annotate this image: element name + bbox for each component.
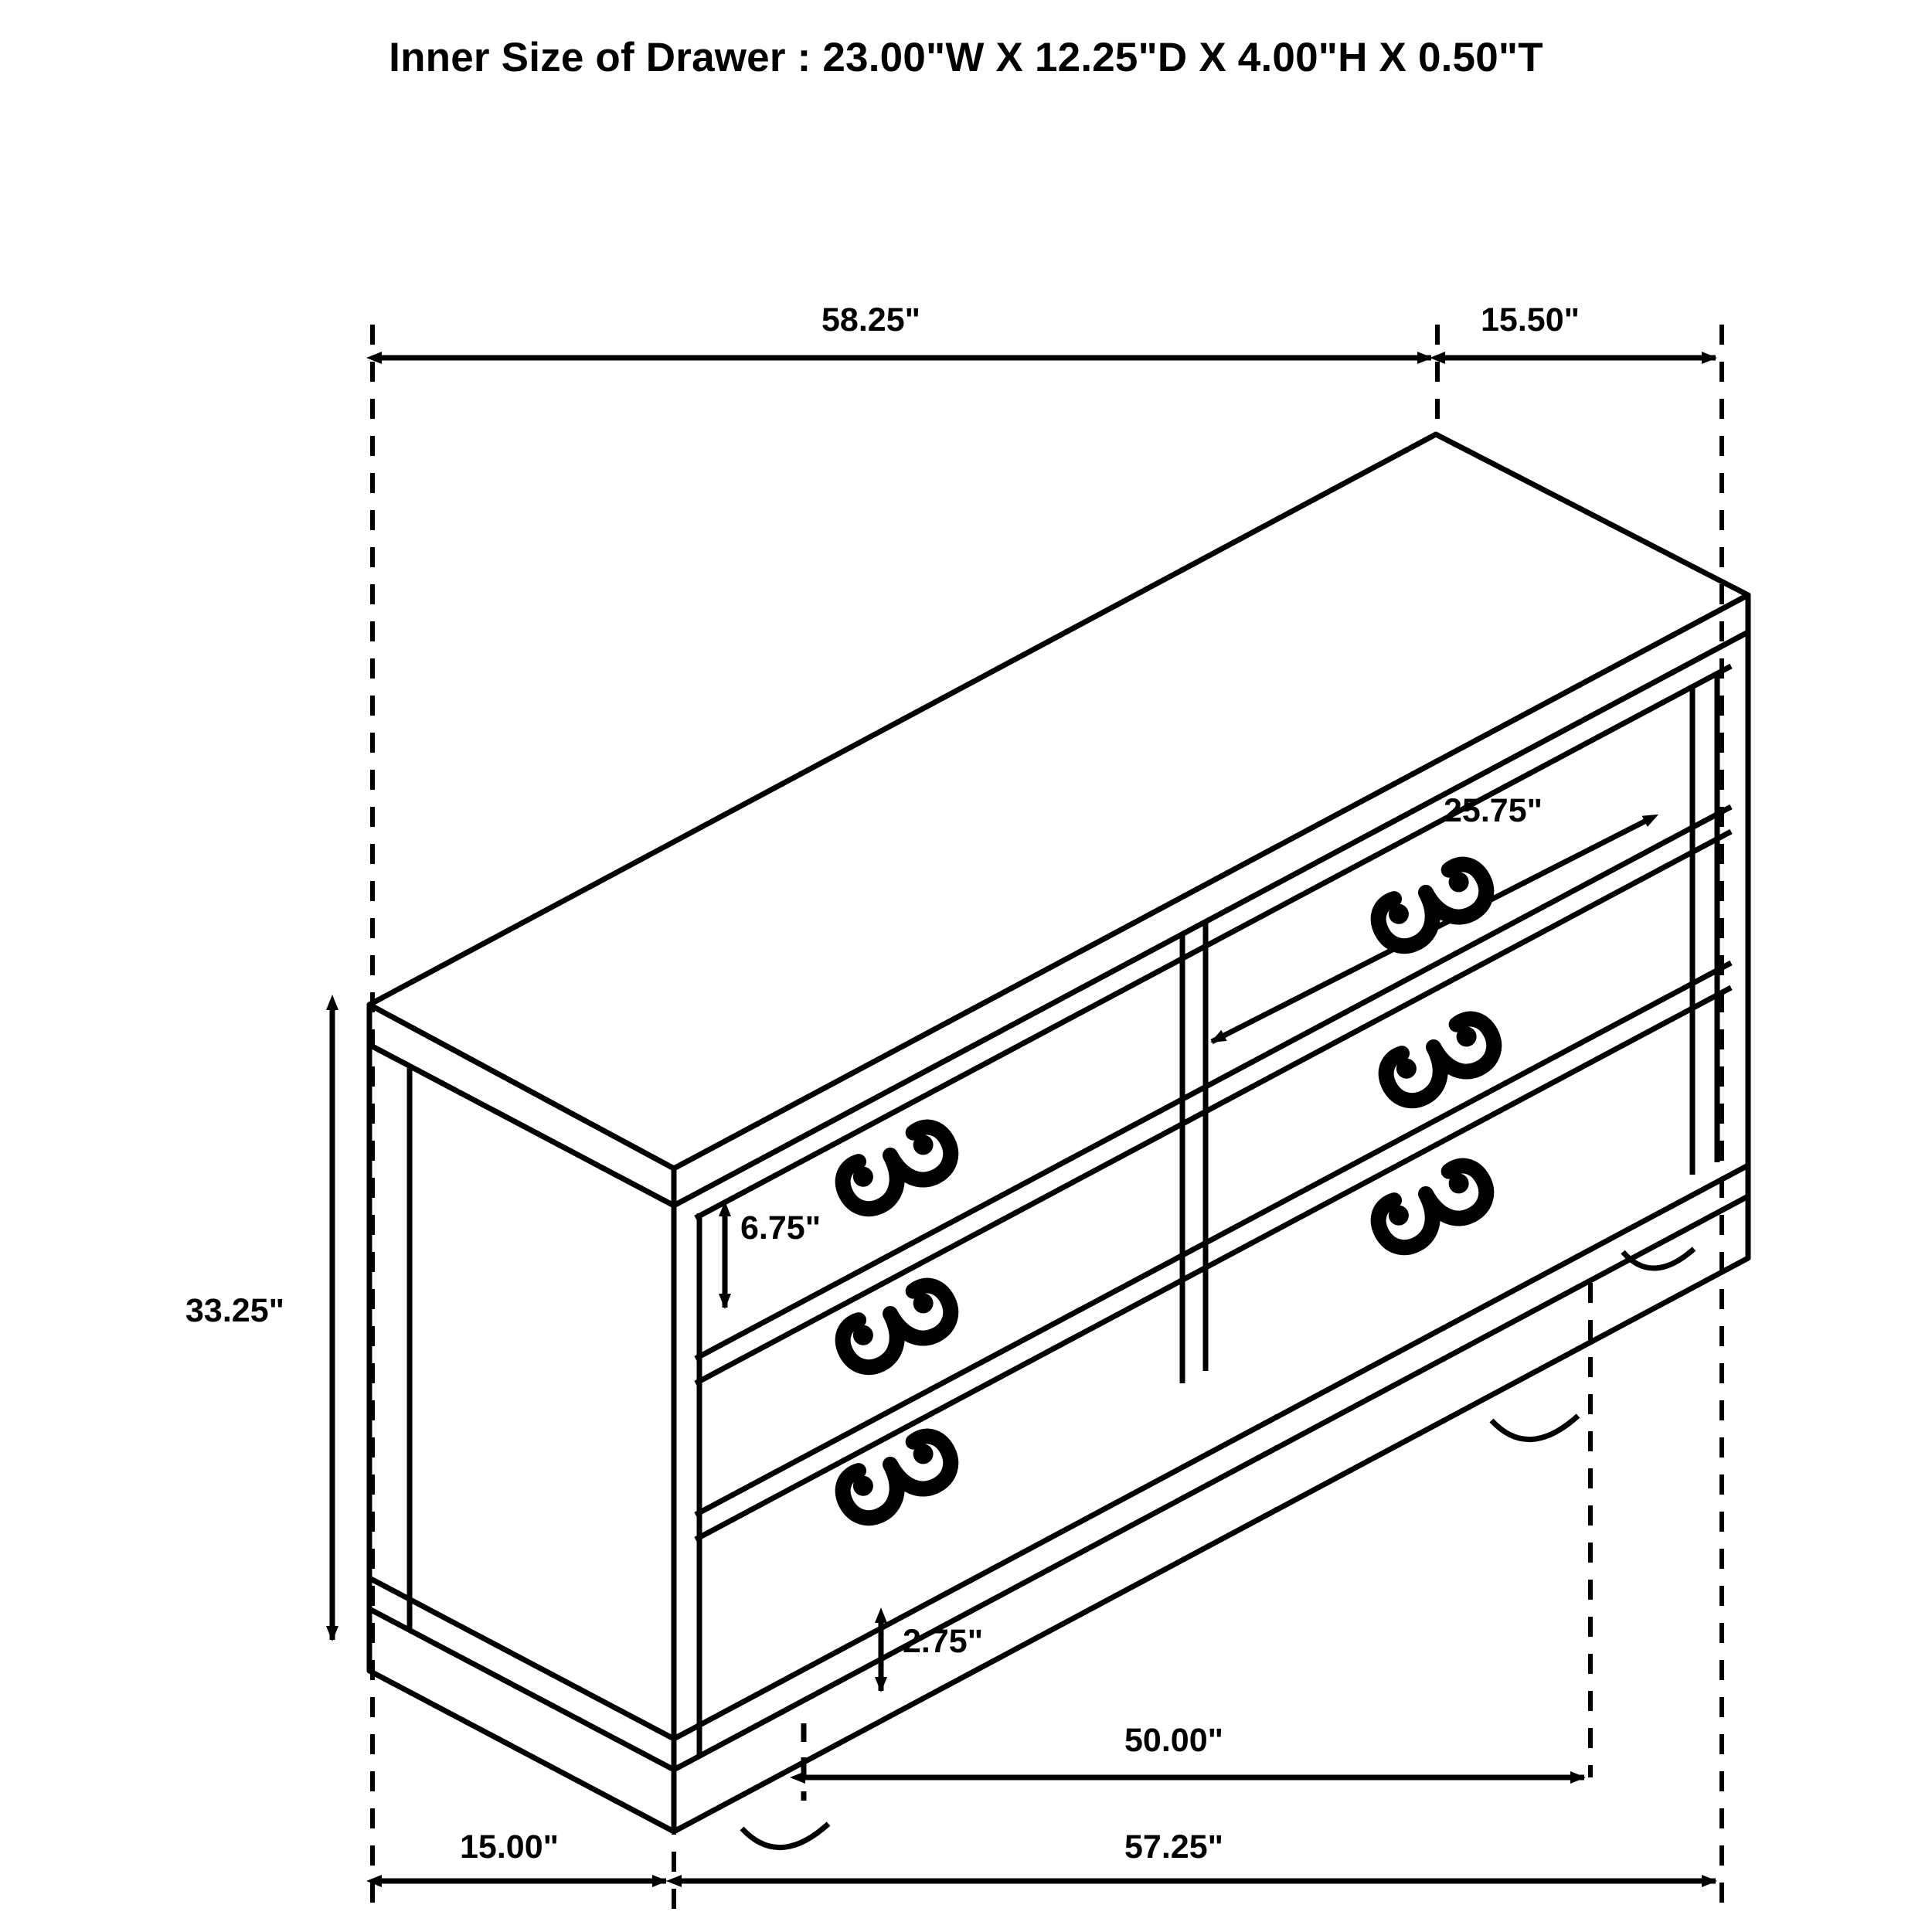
base-foot-right-icon [1492,1416,1578,1440]
dim-label-15-50: 15.50" [1481,301,1580,338]
dim-label-15-00: 15.00" [460,1828,559,1866]
page-title: Inner Size of Drawer : 23.00"W X 12.25"D X 4.00"H X 0.50"T [389,35,1543,80]
base-foot-left-icon [742,1824,828,1848]
dim-label-6-75: 6.75" [740,1209,821,1247]
dim-label-57-25: 57.25" [1124,1828,1223,1866]
dim-label-33-25: 33.25" [185,1292,284,1329]
dresser-body [369,434,1748,1848]
dim-label-50-00: 50.00" [1124,1722,1223,1759]
dim-label-25-75: 25.75" [1444,792,1543,829]
dim-label-2-75: 2.75" [903,1623,984,1660]
dim-label-58-25: 58.25" [821,301,920,338]
